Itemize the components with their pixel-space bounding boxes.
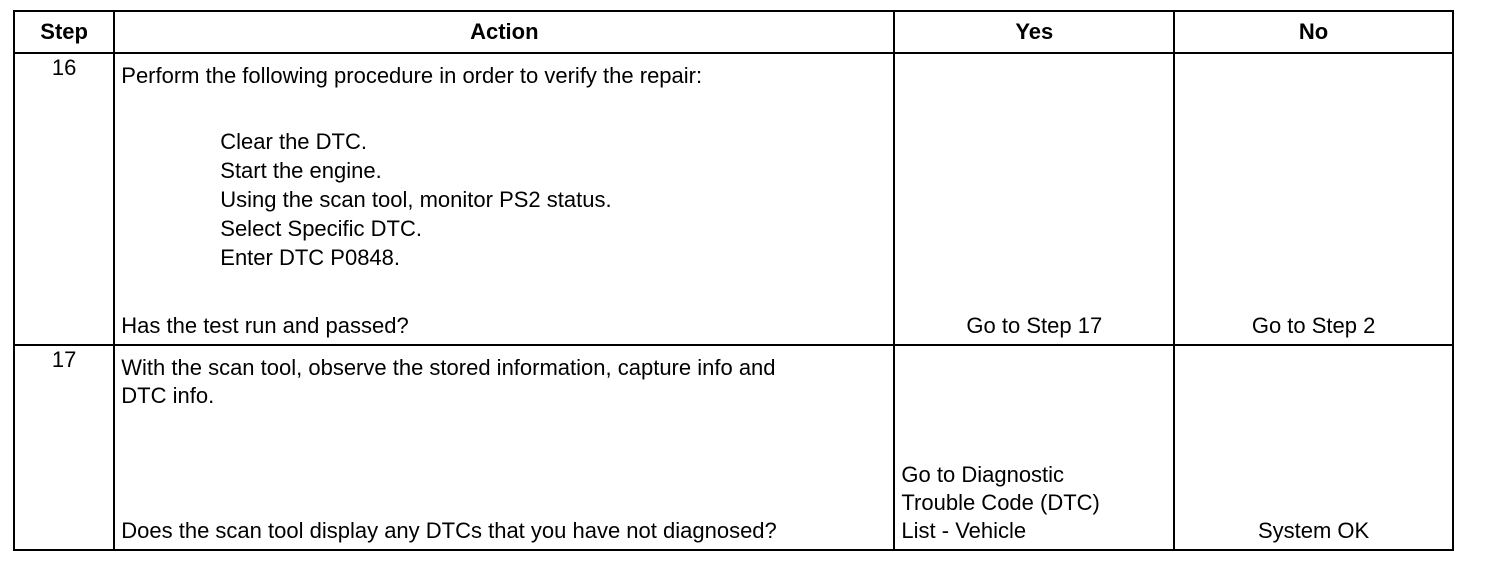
header-no: No <box>1174 11 1453 53</box>
procedure-item: Start the engine. <box>220 158 382 183</box>
yes-answer-line: List - Vehicle <box>901 518 1027 543</box>
action-lead: Perform the following procedure in order to verify the repair: <box>121 63 703 88</box>
table-row <box>14 53 1453 345</box>
action-cell <box>114 53 894 345</box>
action-lead-line: With the scan tool, observe the stored information, capture info and <box>121 355 776 380</box>
yes-answer <box>901 461 1169 545</box>
action-lead <box>121 354 887 410</box>
action-cell <box>114 345 894 550</box>
yes-cell <box>894 53 1174 345</box>
no-answer: Go to Step 2 <box>1251 313 1376 338</box>
diagnostic-table <box>13 10 1454 551</box>
yes-cell <box>894 345 1174 550</box>
no-cell <box>1174 345 1453 550</box>
no-answer: System OK <box>1257 518 1370 543</box>
yes-answer: Go to Step 17 <box>966 313 1103 338</box>
action-question: Has the test run and passed? <box>121 313 409 338</box>
no-cell <box>1174 53 1453 345</box>
action-question: Does the scan tool display any DTCs that you have not diagnosed? <box>121 518 777 543</box>
procedure-item: Select Specific DTC. <box>220 216 422 241</box>
header-step: Step <box>14 11 114 53</box>
yes-answer-line: Trouble Code (DTC) <box>901 490 1100 515</box>
procedure-item: Clear the DTC. <box>220 129 367 154</box>
yes-answer-line: Go to Diagnostic <box>901 462 1065 487</box>
action-lead-line: DTC info. <box>121 383 215 408</box>
step-number: 16 <box>14 53 114 345</box>
table-row <box>14 345 1453 550</box>
procedure-list <box>220 128 611 273</box>
header-yes: Yes <box>894 11 1174 53</box>
header-action: Action <box>114 11 894 53</box>
procedure-item: Enter DTC P0848. <box>220 245 401 270</box>
procedure-item: Using the scan tool, monitor PS2 status. <box>220 187 612 212</box>
header-row <box>14 11 1453 53</box>
step-number: 17 <box>14 345 114 550</box>
